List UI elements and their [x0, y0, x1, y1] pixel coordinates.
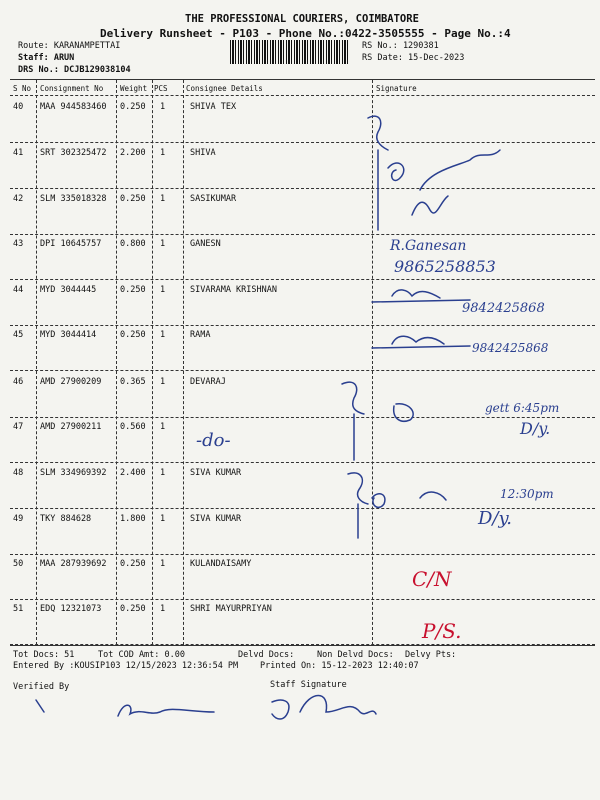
col-consignee: Consignee Details [186, 84, 263, 93]
row-weight: 0.250 [120, 559, 146, 569]
col-weight: Weight [120, 84, 148, 93]
row-consignee: SIVA KUMAR [190, 514, 242, 524]
row-weight: 0.250 [120, 604, 146, 614]
staff-signature [272, 700, 289, 719]
handwritten-time: gett 6:45pm [485, 401, 560, 415]
row-weight: 2.200 [120, 148, 146, 158]
runsheet-subtitle: Delivery Runsheet - P103 - Phone No.:0422-3505555 - Page No.:4 [100, 27, 511, 40]
row-weight: 0.250 [120, 194, 146, 204]
row-consignee: SHIVA [190, 148, 216, 158]
row-weight: 2.400 [120, 468, 146, 478]
row-sno: 47 [13, 422, 24, 432]
row-consignee: KULANDAISAMY [190, 559, 252, 569]
scribble-signature [394, 404, 413, 421]
row-pcs: 1 [160, 285, 166, 295]
row-pcs: 1 [160, 194, 166, 204]
row-consignment: SLM 335018328 [40, 194, 107, 204]
row-sno: 45 [13, 330, 24, 340]
row-pcs: 1 [160, 377, 166, 387]
col-pcs: PCS [154, 84, 168, 93]
row-consignee: SASIKUMAR [190, 194, 237, 204]
brace-mark [368, 116, 388, 230]
handwritten-ps: P/S. [422, 619, 462, 643]
row-weight: 1.800 [120, 514, 146, 524]
handwritten-phone: 9842425868 [472, 341, 549, 355]
row-pcs: 1 [160, 604, 166, 614]
row-consignment: AMD 27900211 [40, 422, 102, 432]
row-sno: 51 [13, 604, 24, 614]
row-pcs: 1 [160, 514, 166, 524]
row-sno: 42 [13, 194, 24, 204]
row-sno: 44 [13, 285, 24, 295]
handwritten-phone: 9842425868 [462, 301, 545, 316]
handwritten-delivered: D/y. [520, 419, 551, 438]
row-pcs: 1 [160, 148, 166, 158]
row-consignment: TKY 884628 [40, 514, 92, 524]
row-consignee: DEVARAJ [190, 377, 226, 387]
col-signature: Signature [376, 84, 417, 93]
row-weight: 0.800 [120, 239, 146, 249]
scribble-signature [392, 336, 444, 344]
row-sno: 50 [13, 559, 24, 569]
row-weight: 0.250 [120, 102, 146, 112]
delivered-docs: Delvd Docs: [238, 650, 295, 660]
stroke-mark [372, 300, 470, 302]
row-sno: 46 [13, 377, 24, 387]
total-docs: Tot Docs: 51 [13, 650, 75, 660]
row-consignment: SRT 302325472 [40, 148, 107, 158]
row-sno: 43 [13, 239, 24, 249]
row-consignee: SIVA KUMAR [190, 468, 242, 478]
brace-mark [342, 382, 364, 460]
row-weight: 0.560 [120, 422, 146, 432]
circle-signature [372, 494, 385, 508]
scribble-signature [392, 290, 440, 298]
verifier-signature [118, 705, 214, 716]
verifier-mark [36, 700, 44, 712]
row-weight: 0.250 [120, 330, 146, 340]
row-sno: 49 [13, 514, 24, 524]
row-consignment: AMD 27900209 [40, 377, 102, 387]
stroke-mark [372, 346, 470, 348]
handwritten-ditto: -do- [196, 430, 231, 451]
handwritten-phone: 9865258853 [394, 257, 496, 276]
row-sno: 48 [13, 468, 24, 478]
rs-number: RS No.: 1290381 [362, 41, 439, 51]
circle-signature [388, 163, 404, 180]
row-pcs: 1 [160, 102, 166, 112]
brace-mark [348, 473, 368, 538]
row-pcs: 1 [160, 559, 166, 569]
scribble-signature [412, 196, 448, 215]
company-title: THE PROFESSIONAL COURIERS, COIMBATORE [185, 13, 419, 25]
scribble-signature [420, 492, 446, 500]
row-consignment: SLM 334969392 [40, 468, 107, 478]
delivery-points: Delvy Pts: [405, 650, 457, 660]
verified-by-label: Verified By [13, 682, 70, 692]
row-weight: 0.250 [120, 285, 146, 295]
drs-number: DRS No.: DCJB129038104 [18, 65, 131, 75]
row-weight: 0.365 [120, 377, 146, 387]
printed-on: Printed On: 15-12-2023 12:40:07 [260, 661, 419, 671]
route-label: Route: KARANAMPETTAI [18, 41, 121, 51]
row-consignment: MYD 3044414 [40, 330, 97, 340]
row-consignee: SHIVA TEX [190, 102, 237, 112]
row-consignment: MYD 3044445 [40, 285, 97, 295]
col-consignment: Consignment No [40, 84, 104, 93]
staff-label: Staff: ARUN [18, 53, 75, 63]
row-consignment: EDQ 12321073 [40, 604, 102, 614]
row-consignee: SHRI MAYURPRIYAN [190, 604, 272, 614]
row-consignee: SIVARAMA KRISHNAN [190, 285, 277, 295]
handwritten-delivered: D/y. [478, 508, 512, 529]
row-pcs: 1 [160, 330, 166, 340]
row-pcs: 1 [160, 239, 166, 249]
total-cod: Tot COD Amt: 0.00 [98, 650, 185, 660]
staff-signature [300, 696, 376, 715]
entered-by: Entered By :KOUSIP103 12/15/2023 12:36:54 PM [13, 661, 239, 671]
scribble-signature [420, 150, 500, 190]
rs-date: RS Date: 15-Dec-2023 [362, 53, 465, 63]
handwritten-time: 12:30pm [500, 487, 554, 501]
row-sno: 41 [13, 148, 24, 158]
row-consignee: RAMA [190, 330, 211, 340]
row-consignee: GANESN [190, 239, 221, 249]
row-pcs: 1 [160, 422, 166, 432]
row-sno: 40 [13, 102, 24, 112]
col-sno: S No [13, 84, 32, 93]
row-pcs: 1 [160, 468, 166, 478]
non-delivered-docs: Non Delvd Docs: [317, 650, 394, 660]
row-consignment: MAA 944583460 [40, 102, 107, 112]
handwritten-cn: C/N [412, 567, 452, 591]
handwritten-name: R.Ganesan [390, 238, 467, 254]
row-consignment: MAA 287939692 [40, 559, 107, 569]
row-consignment: DPI 10645757 [40, 239, 102, 249]
staff-signature-label: Staff Signature [270, 680, 347, 690]
